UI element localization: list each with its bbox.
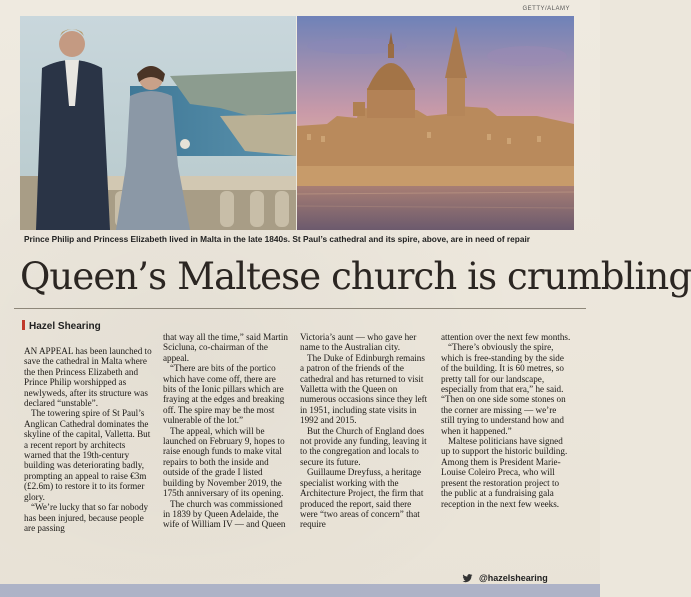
headline: Queen’s Maltese church is crumbling xyxy=(20,255,691,298)
article-column-3 xyxy=(300,332,428,530)
article-column-2 xyxy=(163,332,291,530)
byline-author: Hazel Shearing xyxy=(29,321,101,332)
twitter-handle: @hazelshearing xyxy=(479,573,548,583)
paragraph: But the Church of England does not provide any funding, leaving it to the congregation and locals to secure its future. xyxy=(300,425,427,467)
paragraph: AN APPEAL has been launched to save the cathedral in Malta where the then Princess Elizabeth and Prince Philip worshipped as newlyweds, after its structure was declared “unstable”. xyxy=(24,346,152,409)
bottom-color-band xyxy=(0,584,600,597)
photo-caption: Prince Philip and Princess Elizabeth lived in Malta in the late 1840s. St Paul’s cathedral and its spire, above, are in need of repair xyxy=(24,234,530,244)
twitter-bird-icon xyxy=(462,574,473,583)
paragraph: Guillaume Dreyfuss, a heritage specialist working with the Architecture Project, the firm that produced the report, said there were “two areas of concern” that require xyxy=(300,467,424,530)
paragraph: Maltese politicians have signed up to support the historic building. Among them is President Marie-Louise Coleiro Preca, who will present the restoration project to the public at a fundraising gala reception in the next few weeks. xyxy=(441,436,568,509)
paragraph: The Duke of Edinburgh remains a patron of the friends of the cathedral and has returned to visit Valletta with the Queen on numerous occasions since they left in 1951, including state visits in 1992 and 2015. xyxy=(300,352,428,426)
paragraph: The towering spire of St Paul’s Anglican Cathedral dominates the skyline of the capital, Valletta. But a recent report by architects warned that the 19th-century building was deteriorating badly, prompting an appeal to raise €3m (£2.6m) to restore it to its former glory. xyxy=(24,408,151,502)
paragraph: The appeal, which will be launched on February 9, hopes to raise enough funds to make vital repairs to both the inside and outside of the grade I listed building by November 2019, the 175th anniversary of its opening. xyxy=(163,425,285,499)
paragraph: attention over the next few months. xyxy=(441,332,571,342)
byline-marker xyxy=(22,320,25,330)
paragraph: that way all the time,” said Martin Scicluna, co-chairman of the appeal. xyxy=(163,332,288,363)
byline xyxy=(22,320,101,332)
photo-royal-couple xyxy=(20,16,296,230)
article-column-1 xyxy=(24,346,152,533)
paragraph: “There’s obviously the spire, which is free-standing by the side of the building. It is 60 metres, so pretty tall for our landscape, especially from that era,” he said. “Then on one side some stones on the corner are missing — we’re still trying to understand how and when it happened.” xyxy=(441,342,566,436)
paragraph: The church was commissioned in 1839 by Queen Adelaide, the wife of William IV — and Queen xyxy=(163,498,286,530)
rule-under-headline xyxy=(14,308,586,309)
article-column-4 xyxy=(441,332,571,509)
paragraph: “There are bits of the portico which have come off, there are bits of the Ionic pillars which are fraying at the edges and breaking off. The spire may be the most vulnerable of the lot.” xyxy=(163,363,285,426)
paragraph: Victoria’s aunt — who gave her name to the Australian city. xyxy=(300,332,417,353)
photo-valletta-skyline xyxy=(297,16,574,230)
paragraph: “We’re lucky that so far nobody has been injured, because people are passing xyxy=(24,502,149,533)
photo-credit: GETTY/ALAMY xyxy=(522,6,570,12)
